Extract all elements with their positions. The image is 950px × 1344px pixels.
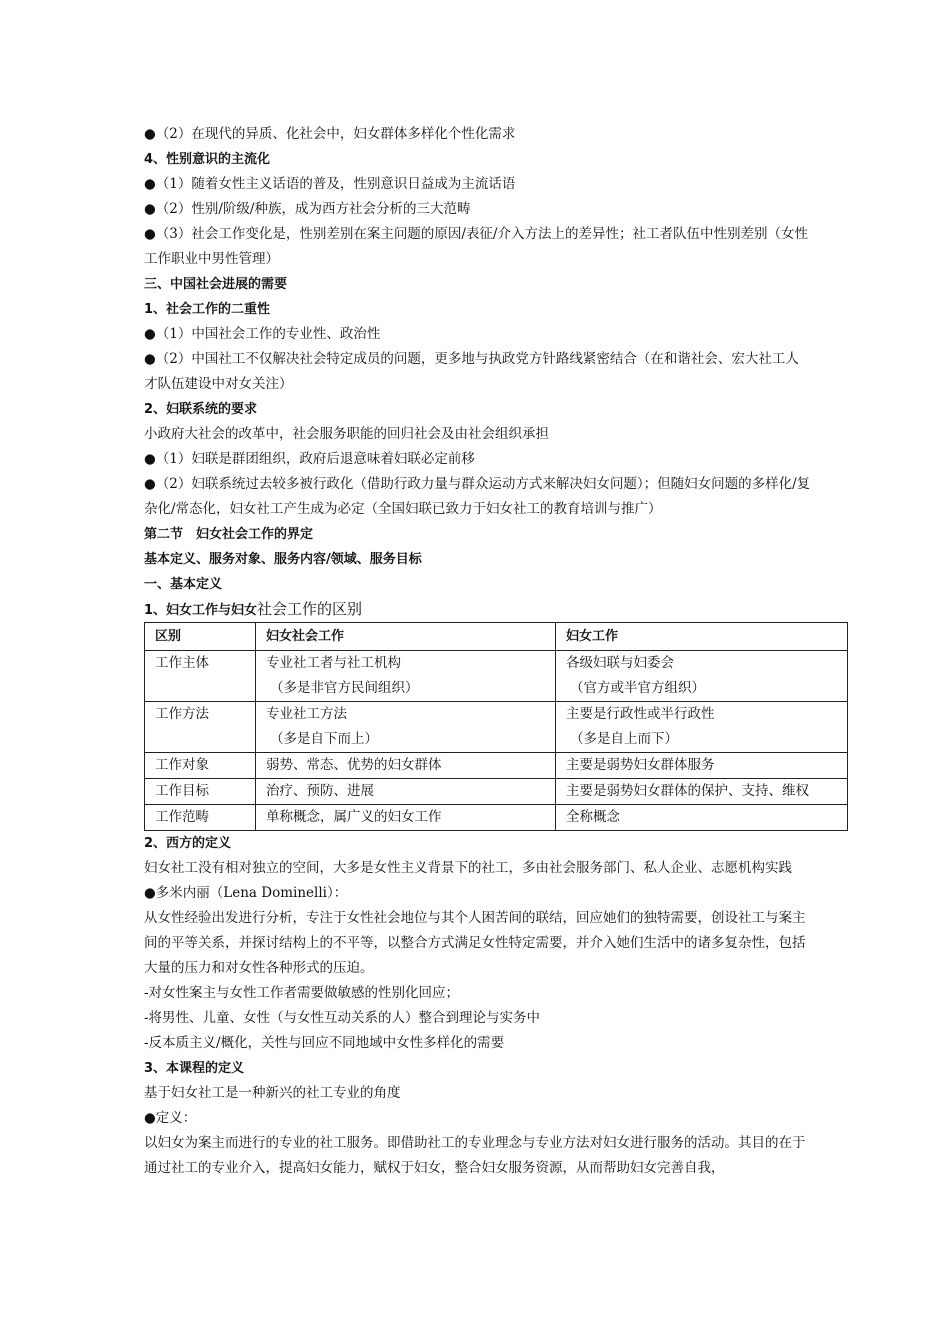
table-cell	[256, 651, 556, 702]
paragraph: ●（2）中国社工不仅解决社会特定成员的问题，更多地与执政党方针路线紧密结合（在和谐社会、宏大社工人才队伍建设中对女关注）	[144, 351, 799, 392]
table-cell	[556, 702, 848, 753]
text-line: 小政府大社会的改革中，社会服务职能的回归社会及由社会组织承担	[144, 426, 549, 442]
heading-western-definition: 2、西方的定义	[144, 836, 232, 851]
text-line: 基于妇女社工是一种新兴的社工专业的角度	[144, 1085, 401, 1101]
cell-line: （官方或半官方组织）	[570, 680, 705, 696]
row-label: 工作对象	[145, 753, 256, 779]
text-line: ●（1）中国社会工作的专业性、政治性	[144, 326, 381, 342]
cell-line: 各级妇联与妇委会	[566, 655, 674, 671]
cell-line: 专业社工方法	[266, 706, 347, 722]
heading-duality: 1、社会工作的二重性	[144, 302, 271, 317]
table-cell: 主要是弱势妇女群体服务	[556, 753, 848, 779]
text-line: ●（2）性别/阶级/种族，成为西方社会分析的三大范畴	[144, 201, 471, 217]
section-summary: 基本定义、服务对象、服务内容/领域、服务目标	[144, 552, 422, 567]
row-label: 工作主体	[145, 651, 256, 702]
table-header-row	[145, 623, 848, 651]
dash-line: -反本质主义/概化，关性与回应不同地域中女性多样化的需要	[144, 1035, 505, 1051]
paragraph: ●（3）社会工作变化是，性别差别在案主问题的原因/表征/介入方法上的差异性；社工者队伍中性别差别（女性工作职业中男性管理）	[144, 226, 808, 267]
heading-course-definition: 3、本课程的定义	[144, 1061, 245, 1076]
row-label: 工作方法	[145, 702, 256, 753]
row-label: 工作目标	[145, 779, 256, 805]
document-page	[144, 122, 812, 1181]
row-label: 工作范畴	[145, 805, 256, 831]
table-row	[145, 753, 848, 779]
text-line: ●（1）妇联是群团组织，政府后退意味着妇联必定前移	[144, 451, 475, 467]
cell-line: 主要是行政性或半行政性	[566, 706, 715, 722]
table-cell: 治疗、预防、进展	[256, 779, 556, 805]
table-cell: 全称概念	[556, 805, 848, 831]
cell-line: （多是非官方民间组织）	[270, 680, 419, 696]
cell-line: （多是自下而上）	[270, 731, 378, 747]
cell-line: 专业社工者与社工机构	[266, 655, 401, 671]
table-cell: 主要是弱势妇女群体的保护、支持、维权	[556, 779, 848, 805]
paragraph: 妇女社工没有相对独立的空间，大多是女性主义背景下的社工，多由社会服务部门、私人企业、志愿机构实践	[144, 860, 792, 876]
table-header: 妇女工作	[556, 623, 848, 651]
heading-china-needs: 三、中国社会进展的需要	[144, 277, 288, 292]
table-row	[145, 805, 848, 831]
dash-line: -将男性、儿童、女性（与女性互动关系的人）整合到理论与实务中	[144, 1010, 541, 1026]
table-row	[145, 779, 848, 805]
cell-line: （多是自上而下）	[570, 731, 678, 747]
heading-basic-definition: 一、基本定义	[144, 577, 223, 592]
table-cell	[556, 651, 848, 702]
heading-federation: 2、妇联系统的要求	[144, 402, 258, 417]
section-heading: 第二节 妇女社会工作的界定	[144, 527, 314, 542]
text-line: ●定义：	[144, 1110, 197, 1126]
table-row	[145, 702, 848, 753]
paragraph: 以妇女为案主而进行的专业的社工服务。即借助社工的专业理念与专业方法对妇女进行服务的活动。其目的在于通过社工的专业介入，提高妇女能力，赋权于妇女，整合妇女服务资源，从而帮助妇女完善自我，	[144, 1135, 806, 1176]
paragraph: ●（2）妇联系统过去较多被行政化（借助行政力量与群众运动方式来解决妇女问题）；但随妇女问题的多样化/复杂化/常态化，妇女社工产生成为必定（全国妇联已致力于妇女社工的教育培训与推广）	[144, 476, 811, 517]
text-line: ●（2）在现代的异质、化社会中，妇女群体多样化个性化需求	[144, 126, 516, 142]
table-cell: 弱势、常态、优势的妇女群体	[256, 753, 556, 779]
table-caption-b: 社会工作的区别	[257, 600, 363, 618]
heading-gender-mainstream: 4、性别意识的主流化	[144, 152, 271, 167]
paragraph: 从女性经验出发进行分析，专注于女性社会地位与其个人困苦间的联结，回应她们的独特需要，创设社工与案主间的平等关系，并探讨结构上的不平等，以整合方式满足女性特定需要，并介入她们生活中的诸多复杂性，包括大量的压力和对女性各种形式的压迫。	[144, 910, 806, 976]
table-caption	[144, 597, 812, 622]
table-header: 妇女社会工作	[256, 623, 556, 651]
table-cell	[256, 702, 556, 753]
text-line: ●（1）随着女性主义话语的普及，性别意识日益成为主流话语	[144, 176, 516, 192]
table-header: 区别	[145, 623, 256, 651]
dash-line: -对女性案主与女性工作者需要做敏感的性别化回应；	[144, 985, 460, 1001]
table-cell: 单称概念，属广义的妇女工作	[256, 805, 556, 831]
comparison-table	[144, 622, 848, 831]
text-line: ●多米内丽（Lena Dominelli）：	[144, 885, 348, 901]
table-caption-a: 1、妇女工作与妇女	[144, 603, 258, 618]
table-row	[145, 651, 848, 702]
